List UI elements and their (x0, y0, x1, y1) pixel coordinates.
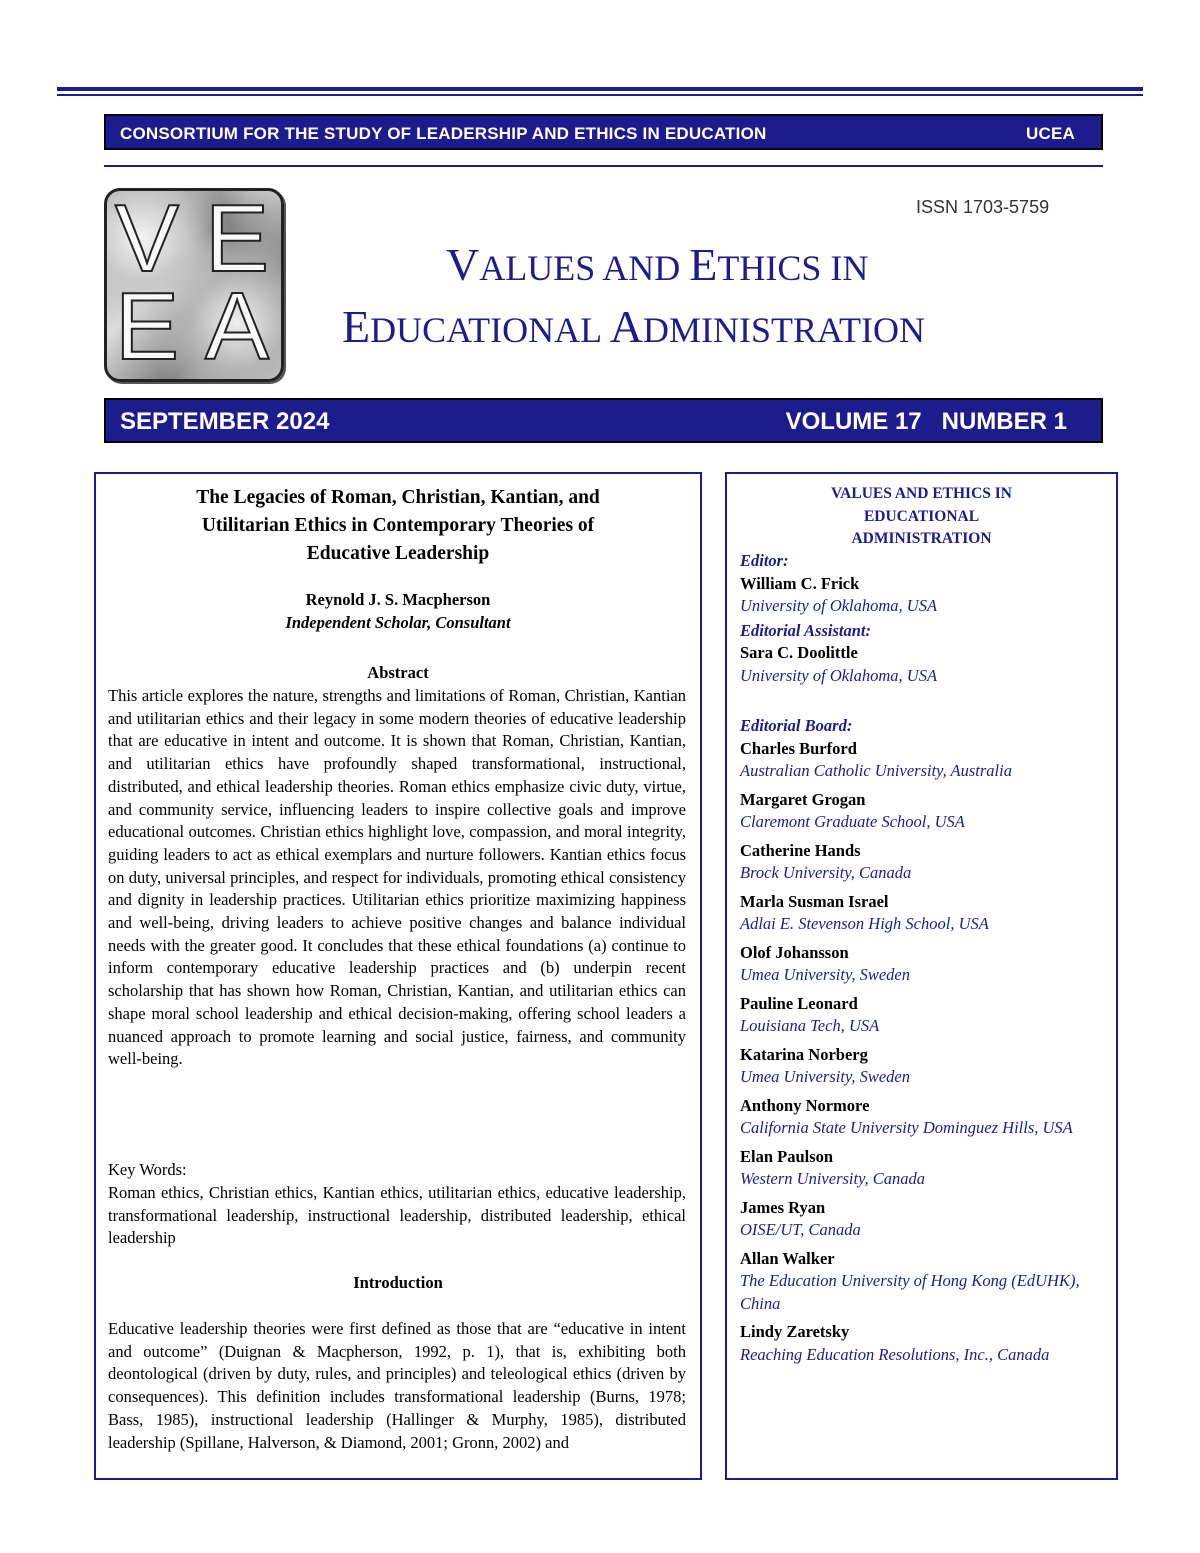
board-member-name: Catherine Hands (740, 840, 861, 860)
article-box (94, 472, 702, 1480)
board-member-name: Katarina Norberg (740, 1044, 868, 1064)
sidebar-title: VALUES AND ETHICS IN EDUCATIONAL ADMINISTRATION (830, 485, 1013, 547)
editor-label: Editor: (740, 551, 789, 570)
board-member-name: Lindy Zaretsky (740, 1322, 850, 1341)
issue-date: SEPTEMBER 2024 (120, 408, 330, 435)
board-label: Editorial Board: (740, 716, 853, 735)
article-title: The Legacies of Roman, Christian, Kantian, and Utilitarian Ethics in Contemporary Theories of Educative Leadership (196, 487, 600, 564)
editorial-list (740, 550, 1110, 1366)
top-rule-thin (57, 94, 1143, 96)
logo-letter-a: A (205, 273, 270, 380)
editor-inst: University of Oklahoma, USA (740, 596, 938, 615)
intro-text: Educative leadership theories were first defined as those that are “educative in intent and outcome” (Duignan & Macpherson, 1992, p. 1), that is, exhibiting both deontological (driven by duty, rules, and principles) and teleological ethics (driven by consequences). This definition includes transformational leadership (Burns, 1978; Bass, 1985), instructional leadership (Hallinger & Murphy, 1985), distributed leadership (Spillane, Halverson, & Diamond, 2001; Gronn, 2002) and (108, 1319, 686, 1452)
journal-title-line2: EDUCATIONAL ADMINISTRATION (342, 301, 925, 352)
board-member-name: Anthony Normore (740, 1095, 870, 1115)
board-member-name: Allan Walker (740, 1248, 835, 1268)
issue-banner (104, 398, 1103, 443)
board-member-inst: Umea University, Sweden (740, 1067, 911, 1086)
board-member-name: Olof Johansson (740, 942, 849, 962)
board-member-name: Charles Burford (740, 738, 857, 758)
board-member-inst: Louisiana Tech, USA (740, 1016, 880, 1035)
keywords-label: Key Words: (108, 1160, 187, 1179)
board-member-inst: The Education University of Hong Kong (EdUHK), China (740, 1271, 1080, 1313)
abstract-heading: Abstract (367, 663, 429, 682)
logo-letter-e2: E (115, 273, 180, 380)
top-rule-thick (57, 87, 1143, 91)
issn: ISSN 1703-5759 (916, 197, 1050, 217)
board-member-inst: Brock University, Canada (740, 863, 912, 882)
board-member-name: Margaret Grogan (740, 789, 866, 809)
logo-letter-e1: E (205, 188, 270, 292)
veea-logo (104, 188, 284, 382)
board-member-name: Pauline Leonard (740, 993, 858, 1013)
issue-volume: VOLUME 17 NUMBER 1 (785, 408, 1067, 435)
board-member-inst: California State University Dominguez Hills, USA (740, 1118, 1073, 1137)
abstract-text: This article explores the nature, strengths and limitations of Roman, Christian, Kantian and utilitarian ethics and their legacy in some modern theories of educative leadership that are educative in intent and outcome. It is shown that Roman, Christian, Kantian, and utilitarian ethics have profoundly shaped transformational, instructional, distributed, and ethical leadership theories. Roman ethics emphasize civic duty, virtue, and community service, influencing leaders to inspire collective goals and improve educational outcomes. Christian ethics highlight love, compassion, and moral integrity, guiding leaders to act as ethical exemplars and nurture followers. Kantian ethics focus on duty, universal principles, and respect for individuals, promoting ethical consistency and dignity in leadership practices. Utilitarian ethics prioritize maximizing happiness and well-being, driving leaders to achieve positive changes and balance individual needs with the greater good. It concludes that these ethical foundations (a) continue to inform contemporary educative leadership practices and (b) underpin recent scholarship that has shown how Roman, Christian, Kantian, and utilitarian ethics can shape moral school leadership and ethical decision-making, offering school leaders a nuanced approach to promote learning and social justice, fairness, and community well-being. (108, 686, 686, 1069)
assistant-inst: University of Oklahoma, USA (740, 665, 938, 685)
assistant-name: Sara C. Doolittle (740, 643, 858, 662)
board-member-inst: Adlai E. Stevenson High School, USA (740, 914, 989, 933)
board-member-name: Marla Susman Israel (740, 891, 889, 911)
consortium-banner (104, 114, 1103, 150)
editor-name: William C. Frick (740, 573, 860, 593)
board-member-name: James Ryan (740, 1197, 826, 1217)
org-name: UCEA (1026, 124, 1075, 143)
board-member-inst: Umea University, Sweden (740, 965, 911, 984)
keywords-text: Roman ethics, Christian ethics, Kantian ethics, utilitarian ethics, educative leadership, transformational leadership, instructional leadership, distributed leadership, ethical leadership (108, 1183, 686, 1248)
board-member-name: Elan Paulson (740, 1146, 834, 1166)
consortium-name: CONSORTIUM FOR THE STUDY OF LEADERSHIP AND ETHICS IN EDUCATION (120, 124, 767, 143)
article-affiliation: Independent Scholar, Consultant (285, 613, 511, 632)
board-member-inst: OISE/UT, Canada (740, 1220, 861, 1239)
banner-underline (104, 165, 1103, 167)
article-author: Reynold J. S. Macpherson (305, 590, 491, 609)
board-member-inst: Claremont Graduate School, USA (740, 812, 965, 831)
logo-letter-v: V (115, 188, 180, 292)
board-member-inst: Australian Catholic University, Australia (740, 761, 1012, 780)
intro-heading: Introduction (353, 1273, 443, 1292)
journal-title-line1: VALUES AND ETHICS IN (446, 239, 869, 290)
assistant-label: Editorial Assistant: (740, 620, 871, 640)
board-member-inst: Western University, Canada (740, 1169, 926, 1188)
editorial-board-box (725, 472, 1118, 1480)
board-member-inst: Reaching Education Resolutions, Inc., Canada (740, 1344, 1050, 1364)
